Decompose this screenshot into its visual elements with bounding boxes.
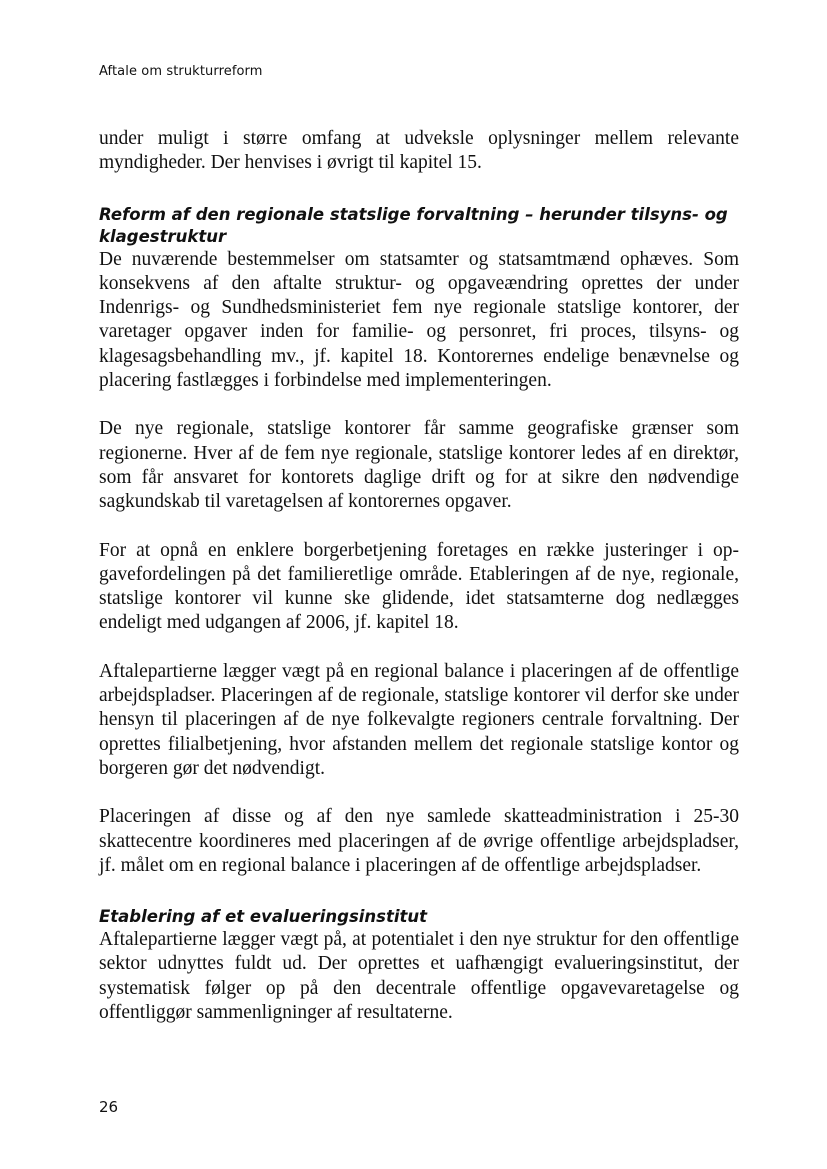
paragraph-gap bbox=[99, 515, 739, 539]
paragraph-gap bbox=[99, 636, 739, 660]
paragraph-gap bbox=[99, 393, 739, 417]
section-heading-evaluation-institute: Etablering af et evalueringsinstitut bbox=[99, 907, 428, 927]
paragraph-5: Aftalepartierne lægger vægt på en regional balance i placeringen af de offentlige arbejdspladser. Placeringen af de regionale, statslige kontorer vil derfor ske under hensyn til placeringen af de nye folkevalgte regioners centrale forvaltning. Der oprettes filialbetjening, hvor afstanden mellem det regionale statslige kontor og borgeren gør det nødvendigt. bbox=[99, 660, 739, 779]
paragraph-1: under muligt i større omfang at udveksle oplysninger mellem relevante myndigheder. Der henvises i øvrigt til kapitel 15. bbox=[99, 128, 739, 174]
paragraph-3: De nye regionale, statslige kontorer får samme geografiske grænser som regionerne. Hver af de fem nye regionale, statslige kontorer ledes af en direktør, som får ansvaret for kontorets daglige drift og for at sikre den nødvendige sagkundskab til varetagelsen af kontorernes opgaver. bbox=[99, 418, 739, 513]
paragraph-2: De nuværende bestemmelser om statsamter og statsamtmænd ophæves. Som konsekvens af den aftalte struktur- og opgaveændring oprettes der under Indenrigs- og Sundhedsministeriet fem nye regionale statslige kontorer, der varetager opgaver inden for familie- og personret, fri proces, tilsyns- og klagesagsbehandling mv., jf. kapitel 18. Kontorernes endelige benævnelse og placering fastlægges i forbindelse med implementeringen. bbox=[99, 248, 739, 392]
paragraph-6: Placeringen af disse og af den nye samlede skatteadministration i 25-30 skattecentre koordineres med placeringen af de øvrige offentlige arbejdspladser, jf. målet om en regional balance i placeringen af de offentlige arbejdspladser. bbox=[99, 806, 739, 876]
paragraph-gap bbox=[99, 176, 739, 200]
section-heading-regional-reform: Reform af den regionale statslige forvaltning – herunder tilsyns- og klagestruktur bbox=[99, 204, 728, 246]
paragraph-gap bbox=[99, 878, 739, 902]
page-body bbox=[99, 127, 739, 1025]
paragraph-4: For at opnå en enklere borgerbetjening foretages en række justeringer i opgavefordelingen på det familieretlige område. Etableringen af de nye, regionale, statslige kontorer vil kunne ske glidende, idet statsamterne dog nedlægges endeligt med udgangen af 2006, jf. kapitel 18. bbox=[99, 539, 739, 634]
paragraph-7: Aftalepartierne lægger vægt på, at potentialet i den nye struktur for den offentlige sektor udnyttes fuldt ud. Der oprettes et uafhængigt evalueringsinstitut, der systematisk følger op på den decentrale offentlige opgavevaretagelse og offentliggør sammenligninger af resultaterne. bbox=[99, 929, 739, 1024]
page-number: 26 bbox=[99, 1098, 119, 1116]
paragraph-gap bbox=[99, 781, 739, 805]
running-header: Aftale om strukturreform bbox=[99, 64, 263, 79]
